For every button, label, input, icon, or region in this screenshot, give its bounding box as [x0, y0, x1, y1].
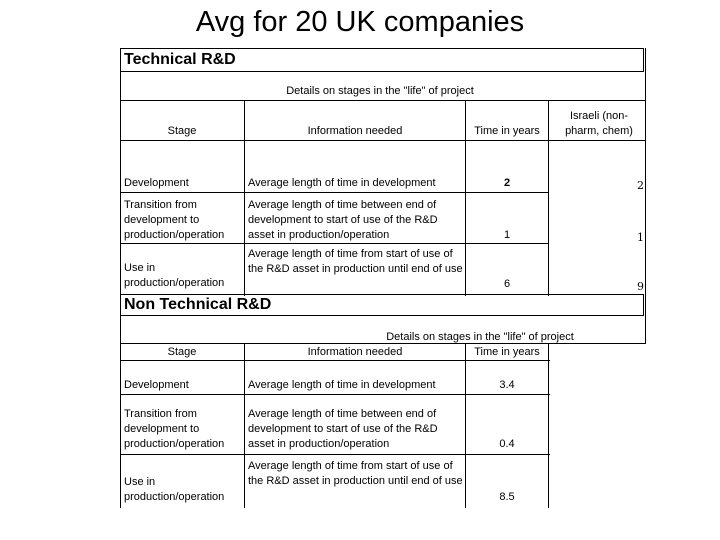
table-row-time: 3.4 — [499, 379, 515, 391]
table-row-israeli: 2 — [637, 179, 644, 192]
table-row-time: 6 — [503, 278, 511, 290]
non-technical-col-stage: Stage — [167, 346, 197, 358]
technical-heading: Technical R&D — [120, 48, 644, 72]
table-row-israeli: 9 — [637, 280, 644, 293]
table-row-stage: Development — [124, 379, 189, 391]
non-technical-table — [120, 294, 646, 508]
table-row-stage: Development — [124, 177, 189, 189]
technical-col-time: Time in years — [474, 125, 540, 137]
table-row-stage: Use in production/operation — [124, 476, 225, 503]
table-row-info: Average length of time in development — [248, 379, 436, 391]
non-technical-details-header: Details on stages in the "life" of project — [386, 331, 574, 343]
table-row-stage: Transition from development to production/operation — [124, 408, 225, 450]
table-row-info: Average length of time from start of use of the R&D asset in production until end of use — [248, 248, 463, 275]
technical-col-stage: Stage — [167, 125, 197, 137]
technical-details-header: Details on stages in the "life" of project — [286, 85, 474, 97]
table-row-info: Average length of time in development — [248, 177, 436, 189]
non-technical-col-info: Information needed — [307, 346, 403, 358]
technical-table — [120, 48, 646, 296]
table-row-time: 2 — [503, 177, 511, 189]
table-row-time: 8.5 — [499, 491, 515, 503]
slide-title: Avg for 20 UK companies — [195, 6, 525, 38]
table-row-israeli: 1 — [637, 231, 644, 244]
table-row-stage: Use in production/operation — [124, 262, 225, 289]
technical-col-info: Information needed — [307, 125, 403, 137]
table-row-info: Average length of time between end of development to start of use of the R&D asset in production/operation — [248, 199, 438, 241]
table-row-time: 1 — [503, 229, 511, 241]
table-row-time: 0.4 — [499, 438, 515, 450]
table-row-stage: Transition from development to production/operation — [124, 199, 225, 241]
table-row-info: Average length of time between end of development to start of use of the R&D asset in production/operation — [248, 408, 438, 450]
non-technical-heading: Non Technical R&D — [120, 294, 644, 316]
technical-col-israeli: Israeli (non-pharm, chem) — [565, 110, 633, 137]
non-technical-col-time: Time in years — [474, 346, 540, 358]
table-row-info: Average length of time from start of use of the R&D asset in production until end of use — [248, 460, 463, 487]
